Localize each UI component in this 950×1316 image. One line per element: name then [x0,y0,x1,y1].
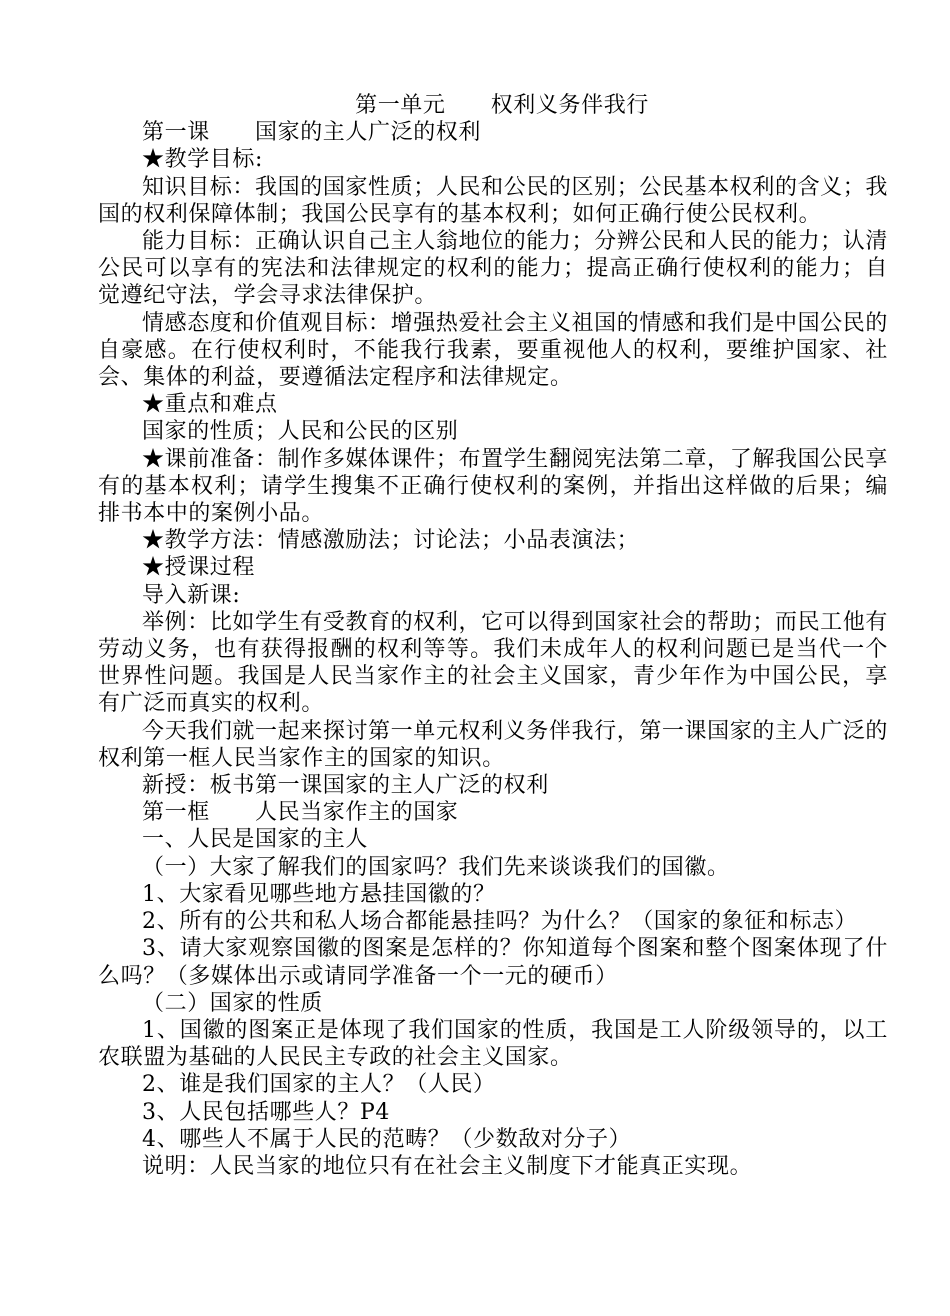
subsection-2: （二）国家的性质 [142,990,323,1016]
nature-point-2: 2、谁是我们国家的主人？（人民） [142,1072,496,1098]
knowledge-goal: 知识目标：我国的国家性质；人民和公民的区别；公民基本权利的含义；我国的权利保障体制；我国公民享有的基本权利；如何正确行使公民权利。 [98,174,888,227]
nature-point-3: 3、人民包括哪些人？P4 [142,1099,390,1125]
nature-point-1: 1、国徽的图案正是体现了我们国家的性质，我国是工人阶级领导的，以工农联盟为基础的人民民主专政的社会主义国家。 [98,1017,888,1071]
unit-title: 第一单元 权利义务伴我行 [355,93,649,118]
document-page [98,92,888,1180]
goals-heading: ★教学目标: [142,147,264,173]
key-points: 国家的性质；人民和公民的区别 [142,419,459,445]
process-heading: ★授课过程 [142,555,256,581]
emotion-goal: 情感态度和价值观目标：增强热爱社会主义祖国的情感和我们是中国公民的自豪感。在行使权利时，不能我行我素，要重视他人的权利，要维护国家、社会、集体的利益，要遵循法定程序和法律规定。 [98,310,888,391]
teaching-methods: ★教学方法：情感激励法；讨论法；小品表演法； [142,528,640,554]
subsection-1: （一）大家了解我们的国家吗？我们先来谈谈我们的国徽。 [142,854,730,880]
question-1: 1、大家看见哪些地方悬挂国徽的？ [142,881,496,907]
new-lesson: 新授：板书第一课国家的主人广泛的权利 [142,773,549,799]
nature-point-4: 4、哪些人不属于人民的范畴？（少数敌对分子） [142,1126,632,1152]
note-paragraph: 说明：人民当家的地位只有在社会主义制度下才能真正实现。 [142,1153,753,1179]
question-3: 3、请大家观察国徽的图案是怎样的？你知道每个图案和整个图案体现了什么吗？（多媒体出示或请同学准备一个一元的硬币） [98,936,888,989]
preparation: ★课前准备：制作多媒体课件；布置学生翻阅宪法第二章，了解我国公民享有的基本权利；请学生搜集不正确行使权利的案例，并指出这样做的后果；编排书本中的案例小品。 [98,446,888,527]
key-points-heading: ★重点和难点 [142,392,278,418]
intro-heading: 导入新课: [142,582,241,608]
example-paragraph: 举例：比如学生有受教育的权利，它可以得到国家社会的帮助；而民工他有劳动义务，也有获得报酬的权利等等。我们未成年人的权利问题已是当代一个世界性问题。我国是人民当家作主的社会主义国家，青少年作为中国公民，享有广泛而真实的权利。 [98,609,888,717]
question-2: 2、所有的公共和私人场合都能悬挂吗？为什么？（国家的象征和标志） [142,909,858,935]
lesson-title: 第一课 国家的主人广泛的权利 [142,120,482,146]
today-paragraph: 今天我们就一起来探讨第一单元权利义务伴我行，第一课国家的主人广泛的权利第一框人民当家作主的国家的知识。 [98,718,888,771]
frame-title: 第一框 人民当家作主的国家 [142,800,459,826]
ability-goal: 能力目标：正确认识自己主人翁地位的能力；分辨公民和人民的能力；认清公民可以享有的宪法和法律规定的权利的能力；提高正确行使权利的能力；自觉遵纪守法，学会寻求法律保护。 [98,229,888,309]
section-heading-1: 一、人民是国家的主人 [142,827,369,853]
